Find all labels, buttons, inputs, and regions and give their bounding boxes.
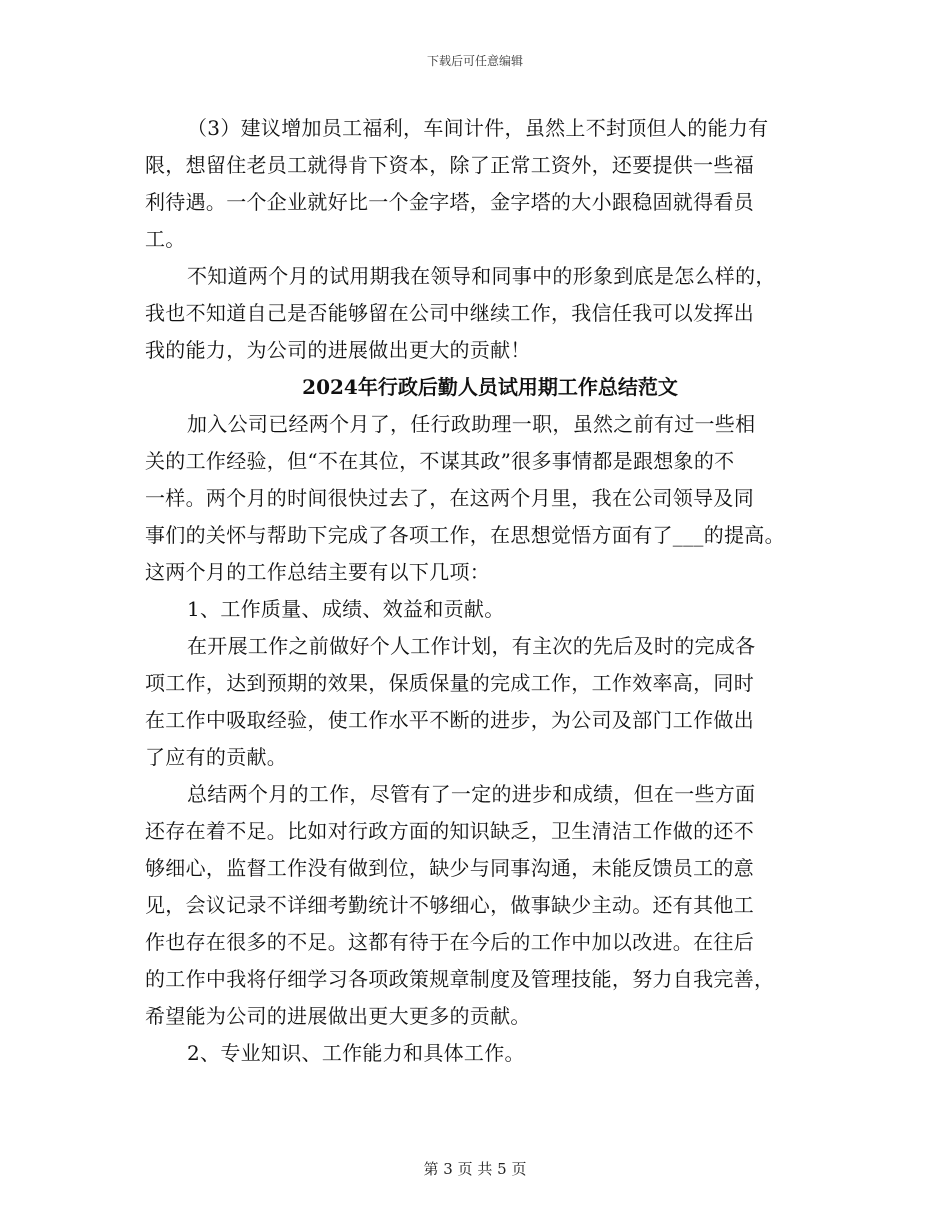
document-body bbox=[145, 110, 825, 1072]
paragraph-line: 项工作，达到预期的效果，保质保量的完成工作，工作效率高，同时 bbox=[145, 671, 754, 695]
paragraph-line: 在开展工作之前做好个人工作计划，有主次的先后及时的完成各 bbox=[187, 634, 756, 658]
paragraph-line: 关的工作经验，但“不在其位，不谋其政”很多事情都是跟想象的不 bbox=[145, 449, 735, 473]
paragraph-line: 我的能力，为公司的进展做出更大的贡献！ bbox=[145, 338, 531, 362]
paragraph-line: 希望能为公司的进展做出更大更多的贡献。 bbox=[145, 1004, 531, 1028]
paragraph-line: 限，想留住老员工就得肯下资本，除了正常工资外，还要提供一些福 bbox=[145, 153, 754, 177]
list-heading: 1、工作质量、成绩、效益和贡献。 bbox=[187, 597, 505, 621]
paragraph-line: 不知道两个月的试用期我在领导和同事中的形象到底是怎么样的， bbox=[187, 264, 776, 288]
paragraph-line: 加入公司已经两个月了，任行政助理一职，虽然之前有过一些相 bbox=[187, 412, 756, 436]
page-header: 下载后可任意编辑 bbox=[426, 54, 523, 68]
paragraph-line: 还存在着不足。比如对行政方面的知识缺乏，卫生清洁工作做的还不 bbox=[145, 819, 754, 843]
paragraph-line: 在工作中吸取经验，使工作水平不断的进步，为公司及部门工作做出 bbox=[145, 708, 754, 732]
paragraph-line: 总结两个月的工作，尽管有了一定的进步和成绩，但在一些方面 bbox=[187, 782, 756, 806]
paragraph-line: 我也不知道自己是否能够留在公司中继续工作，我信任我可以发挥出 bbox=[145, 301, 754, 325]
paragraph-line: （3）建议增加员工福利，车间计件，虽然上不封顶但人的能力有 bbox=[187, 116, 769, 140]
paragraph-line: 的工作中我将仔细学习各项政策规章制度及管理技能，努力自我完善， bbox=[145, 967, 775, 991]
paragraph-line: 一样。两个月的时间很快过去了，在这两个月里，我在公司领导及同 bbox=[145, 486, 754, 510]
paragraph-line: 工。 bbox=[145, 227, 186, 251]
paragraph-line: 利待遇。一个企业就好比一个金字塔，金字塔的大小跟稳固就得看员 bbox=[145, 190, 754, 214]
paragraph-line: 这两个月的工作总结主要有以下几项： bbox=[145, 560, 491, 584]
paragraph-line: 作也存在很多的不足。这都有待于在今后的工作中加以改进。在往后 bbox=[145, 930, 754, 954]
list-heading: 2、专业知识、工作能力和具体工作。 bbox=[187, 1041, 525, 1065]
section-title: 2024年行政后勤人员试用期工作总结范文 bbox=[302, 375, 678, 399]
paragraph-line: 够细心，监督工作没有做到位，缺少与同事沟通，未能反馈员工的意 bbox=[145, 856, 754, 880]
paragraph-line: 事们的关怀与帮助下完成了各项工作，在思想觉悟方面有了___的提高。 bbox=[145, 523, 785, 547]
paragraph-line: 了应有的贡献。 bbox=[145, 745, 288, 769]
paragraph-line: 见，会议记录不详细考勤统计不够细心，做事缺少主动。还有其他工 bbox=[145, 893, 754, 917]
page-footer: 第 3 页 共 5 页 bbox=[423, 1160, 527, 1178]
